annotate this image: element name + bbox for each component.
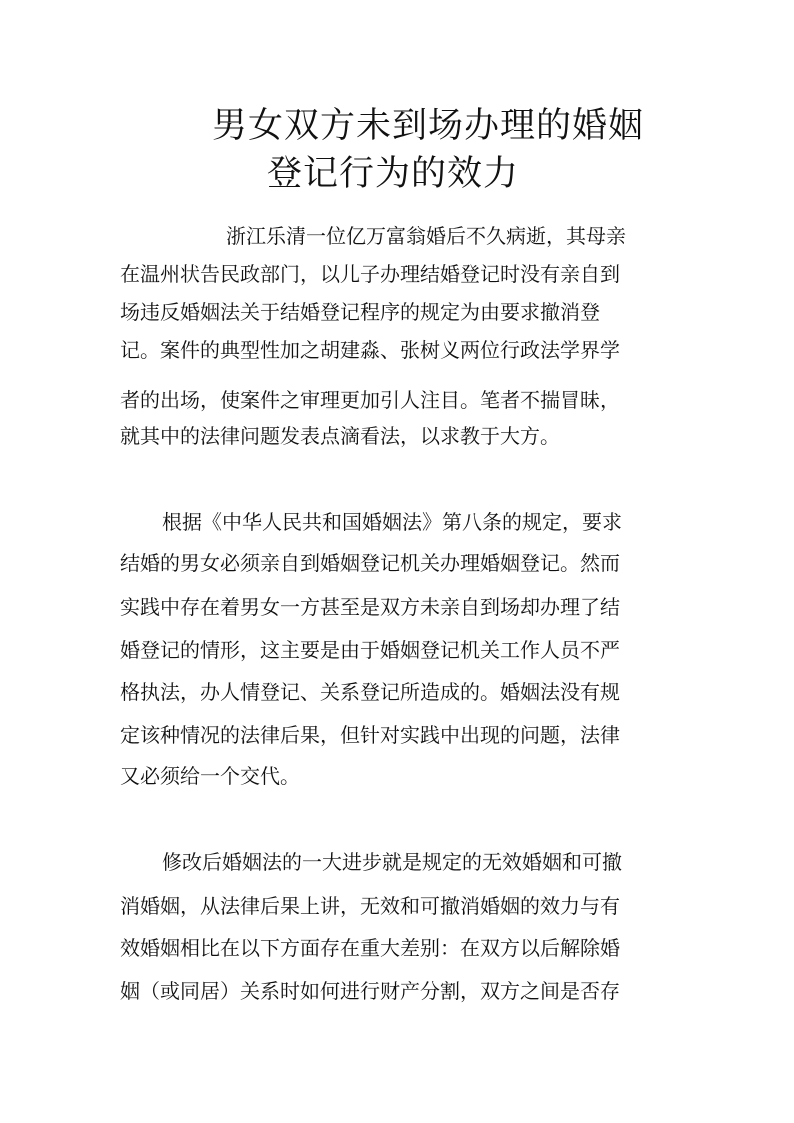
paragraph-line: 又必须给一个交代。 (120, 764, 300, 788)
paragraph-line: 实践中存在着男女一方甚至是双方未亲自到场却办理了结 (120, 595, 620, 619)
paragraph-line: 格执法，办人情登记、关系登记所造成的。婚姻法没有规 (120, 680, 620, 704)
paragraph-line: 在温州状告民政部门，以儿子办理结婚登记时没有亲自到 (120, 262, 620, 286)
paragraph-line: 记。案件的典型性加之胡建淼、张树义两位行政法学界学 (120, 338, 620, 362)
paragraph-line: 结婚的男女必须亲自到婚姻登记机关办理婚姻登记。然而 (120, 551, 620, 575)
document-title-line-2: 登记行为的效力 (267, 154, 520, 194)
paragraph-line: 修改后婚姻法的一大进步就是规定的无效婚姻和可撤 (162, 850, 622, 874)
document-title-line-1: 男女双方未到场办理的婚姻 (212, 106, 645, 146)
paragraph-line: 者的出场，使案件之审理更加引人注目。笔者不揣冒昧， (120, 388, 620, 412)
paragraph-line: 就其中的法律问题发表点滴看法，以求教于大方。 (120, 424, 560, 448)
paragraph-line: 定该种情况的法律后果，但针对实践中出现的问题，法律 (120, 723, 620, 747)
paragraph-line: 场违反婚姻法关于结婚登记程序的规定为由要求撤消登 (120, 300, 600, 324)
paragraph-line: 婚登记的情形，这主要是由于婚姻登记机关工作人员不严 (120, 638, 620, 662)
paragraph-line: 效婚姻相比在以下方面存在重大差别：在双方以后解除婚 (120, 936, 620, 960)
paragraph-line: 浙江乐清一位亿万富翁婚后不久病逝，其母亲 (226, 224, 626, 248)
paragraph-line: 消婚姻，从法律后果上讲，无效和可撤消婚姻的效力与有 (120, 894, 620, 918)
paragraph-line: 姻（或同居）关系时如何进行财产分割，双方之间是否存 (120, 979, 620, 1003)
paragraph-line: 根据《中华人民共和国婚姻法》第八条的规定，要求 (162, 510, 622, 534)
